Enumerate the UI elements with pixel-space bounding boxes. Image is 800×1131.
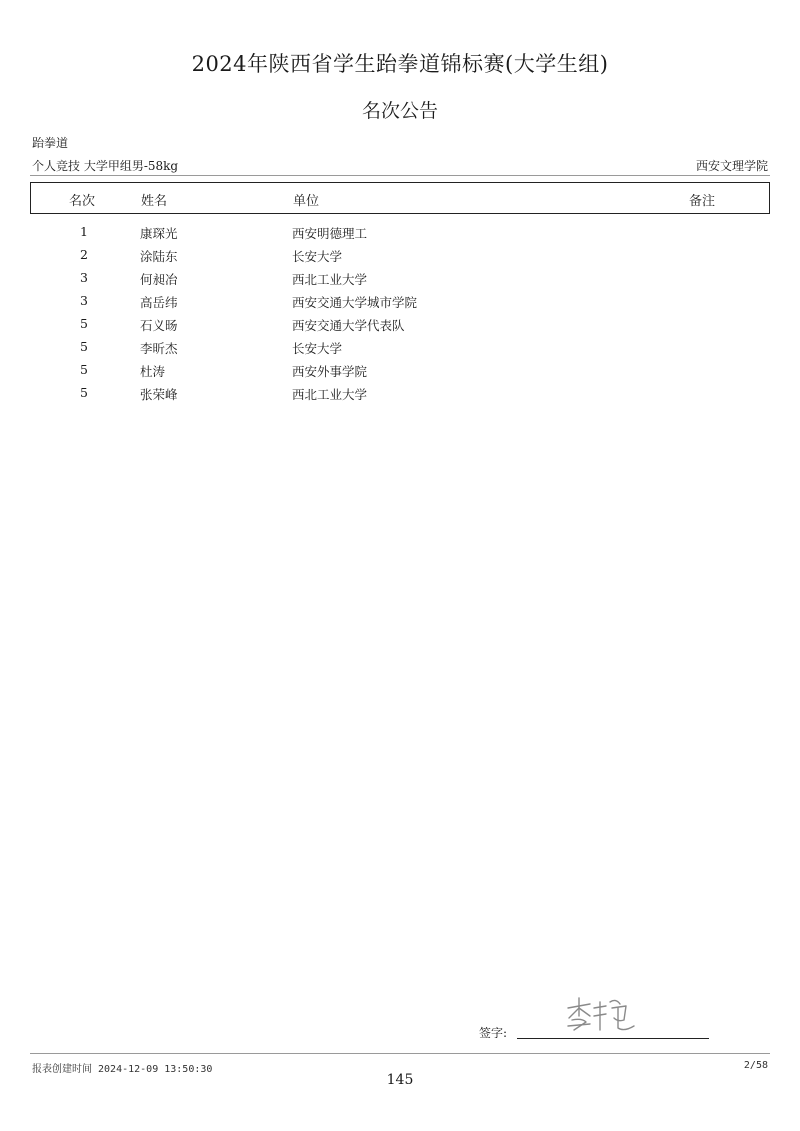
name-cell: 何昶冶 <box>140 272 178 287</box>
name-cell: 李昕杰 <box>140 341 178 356</box>
signature-label: 签字: <box>479 1026 508 1040</box>
handwritten-signature <box>560 990 650 1038</box>
unit-cell: 长安大学 <box>292 249 343 264</box>
rank-cell: 3 <box>80 270 88 285</box>
name-cell: 杜涛 <box>140 364 166 379</box>
table-row <box>30 360 770 383</box>
report-subtitle: 名次公告 <box>361 100 438 122</box>
rank-cell: 2 <box>80 247 88 262</box>
unit-cell: 西安交通大学城市学院 <box>292 295 418 310</box>
table-row <box>30 337 770 360</box>
name-cell: 张荣峰 <box>140 387 178 402</box>
column-header-remark: 备注 <box>689 194 716 209</box>
signature-line <box>517 1038 709 1039</box>
page-indicator: 2/58 <box>743 1060 768 1071</box>
column-header-unit: 单位 <box>293 194 320 209</box>
name-cell: 涂陆东 <box>140 249 178 264</box>
report-created-time: 报表创建时间 2024-12-09 13:50:30 <box>32 1064 213 1075</box>
column-header-name: 姓名 <box>141 194 168 209</box>
page-number: 145 <box>386 1072 414 1088</box>
table-row <box>30 245 770 268</box>
name-cell: 康琛光 <box>140 226 178 241</box>
table-row <box>30 383 770 406</box>
table-row <box>30 222 770 245</box>
rank-cell: 5 <box>80 339 88 354</box>
header-divider <box>30 175 770 176</box>
name-cell: 石义旸 <box>140 318 178 333</box>
event-label: 个人竞技 大学甲组男-58kg <box>32 159 179 173</box>
rank-cell: 5 <box>80 316 88 331</box>
unit-cell: 西安外事学院 <box>292 364 368 379</box>
venue-label: 西安文理学院 <box>695 159 768 173</box>
sport-label: 跆拳道 <box>32 136 69 150</box>
table-row <box>30 268 770 291</box>
unit-cell: 西安交通大学代表队 <box>292 318 405 333</box>
report-title: 2024年陕西省学生跆拳道锦标赛(大学生组) <box>191 52 609 76</box>
rank-cell: 5 <box>80 362 88 377</box>
column-header-rank: 名次 <box>69 194 96 209</box>
rank-cell: 3 <box>80 293 88 308</box>
rank-cell: 5 <box>80 385 88 400</box>
table-row <box>30 291 770 314</box>
rank-cell: 1 <box>80 224 88 239</box>
unit-cell: 西安明德理工 <box>292 226 368 241</box>
name-cell: 高岳纬 <box>140 295 178 310</box>
unit-cell: 西北工业大学 <box>292 387 368 402</box>
table-header <box>30 182 770 214</box>
footer-divider <box>30 1053 770 1054</box>
table-row <box>30 314 770 337</box>
unit-cell: 西北工业大学 <box>292 272 368 287</box>
results-table-body <box>30 222 770 406</box>
unit-cell: 长安大学 <box>292 341 343 356</box>
